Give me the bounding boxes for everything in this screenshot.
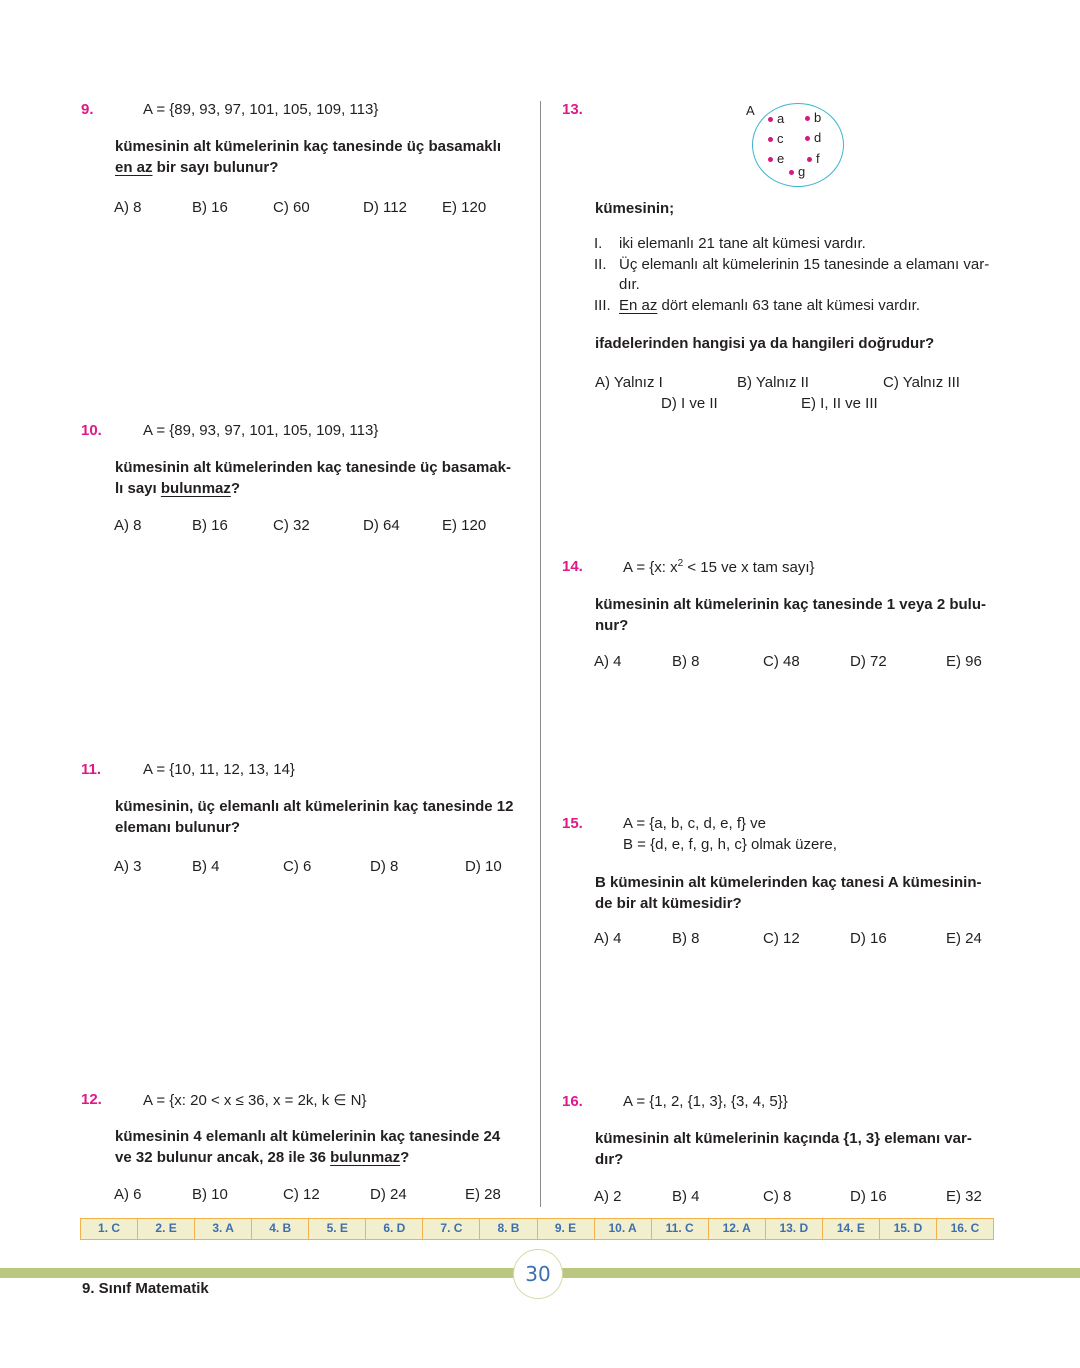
option-d[interactable]: D) 64 <box>363 517 400 534</box>
option-c[interactable]: C) 6 <box>283 858 312 875</box>
answer-key-item: 9. E <box>538 1219 595 1239</box>
option-e[interactable]: E) 32 <box>946 1188 982 1205</box>
option-d[interactable]: D) 112 <box>363 199 407 216</box>
option-c[interactable]: C) 32 <box>273 517 310 534</box>
option-e[interactable]: D) 10 <box>465 858 502 875</box>
answer-key-item: 13. D <box>766 1219 823 1239</box>
question-15 <box>562 815 1012 955</box>
venn-element-g: g <box>789 164 805 179</box>
set-definition: A = {89, 93, 97, 101, 105, 109, 113} <box>143 101 379 118</box>
option-e[interactable]: E) 96 <box>946 653 982 670</box>
option-b[interactable]: B) 8 <box>672 930 700 947</box>
option-c[interactable]: C) 8 <box>763 1188 792 1205</box>
underlined-text: bulunmaz <box>330 1149 401 1166</box>
underlined-text: En az <box>619 296 658 314</box>
question-text: B kümesinin alt kümelerinden kaç tanesi A kümesinin- de bir alt kümesidir? <box>595 874 982 912</box>
option-d[interactable]: D) I ve II <box>661 395 718 412</box>
question-number: 9. <box>81 101 94 118</box>
question-13-intro: kümesinin; <box>595 200 675 217</box>
question-12 <box>81 1091 531 1211</box>
option-c[interactable]: C) 48 <box>763 653 800 670</box>
statement-2: II. Üç elemanlı alt kümelerinin 15 tanesinde a elamanı var-dır. <box>594 255 990 293</box>
option-b[interactable]: B) 10 <box>192 1186 228 1203</box>
dot-icon <box>768 157 773 162</box>
question-text: kümesinin 4 elemanlı alt kümelerinin kaç tanesinde 24 ve 32 bulunur ancak, 28 ile 36 bulunmaz? <box>115 1128 501 1166</box>
statement-1: I. iki elemanlı 21 tane alt kümesi vardır. <box>594 235 866 252</box>
answer-key-item: 3. A <box>195 1219 252 1239</box>
question-9 <box>81 101 531 221</box>
option-a[interactable]: A) 8 <box>114 199 142 216</box>
venn-element-e: e <box>768 151 784 166</box>
venn-element-c: c <box>768 131 784 146</box>
question-text: kümesinin alt kümelerinin kaç tanesinde 1 veya 2 bulu- nur? <box>595 596 986 634</box>
underlined-text: bulunmaz <box>160 480 231 497</box>
question-text: kümesinin alt kümelerinin kaçında {1, 3} elemanı var- dır? <box>595 1130 972 1168</box>
answer-key-item: 7. C <box>423 1219 480 1239</box>
book-title: 9. Sınıf Matematik <box>82 1280 209 1297</box>
question-text: kümesinin, üç elemanlı alt kümelerinin kaç tanesinde 12 elemanı bulunur? <box>115 798 514 836</box>
question-13-options <box>595 374 1015 418</box>
option-a[interactable]: A) 6 <box>114 1186 142 1203</box>
answer-key-item: 15. D <box>880 1219 937 1239</box>
venn-element-b: b <box>805 110 821 125</box>
option-b[interactable]: B) 4 <box>672 1188 700 1205</box>
option-e[interactable]: E) 24 <box>946 930 982 947</box>
option-a[interactable]: A) 3 <box>114 858 142 875</box>
option-c[interactable]: C) 12 <box>763 930 800 947</box>
option-d[interactable]: D) 72 <box>850 653 887 670</box>
option-a[interactable]: A) 2 <box>594 1188 622 1205</box>
option-d[interactable]: D) 24 <box>370 1186 407 1203</box>
option-a[interactable]: A) 4 <box>594 653 622 670</box>
set-definition: A = {x: 20 < x ≤ 36, x = 2k, k ∈ N} <box>143 1092 367 1109</box>
answer-key-item: 16. C <box>950 1221 980 1235</box>
option-a[interactable]: A) 8 <box>114 517 142 534</box>
question-text: kümesinin alt kümelerinden kaç tanesinde üç basamak- lı sayı bulunmaz? <box>115 459 511 497</box>
option-c[interactable]: C) 60 <box>273 199 310 216</box>
question-13-text: ifadelerinden hangisi ya da hangileri doğrudur? <box>595 335 935 352</box>
option-d[interactable]: D) 16 <box>850 930 887 947</box>
answer-key-item: 2. E <box>138 1219 195 1239</box>
answer-key-item: 8. B <box>480 1219 537 1239</box>
question-number: 11. <box>81 761 102 778</box>
answer-key-item: 5. E <box>309 1219 366 1239</box>
underlined-text: en az <box>115 159 153 176</box>
venn-element-a: a <box>768 111 784 126</box>
dot-icon <box>805 136 810 141</box>
statement-list <box>594 234 1004 316</box>
option-c[interactable]: C) Yalnız III <box>883 374 960 391</box>
set-definition-a: A = {a, b, c, d, e, f} ve <box>623 815 767 832</box>
dot-icon <box>807 157 812 162</box>
question-number: 10. <box>81 422 102 439</box>
question-16 <box>562 1093 1012 1213</box>
option-b[interactable]: B) 8 <box>672 653 700 670</box>
dot-icon <box>789 170 794 175</box>
option-e[interactable]: E) 120 <box>442 199 487 216</box>
question-text: kümesinin alt kümelerinin kaç tanesinde üç basamaklı en az bir sayı bulunur? <box>115 138 501 176</box>
venn-element-d: d <box>805 130 821 145</box>
option-a[interactable]: A) Yalnız I <box>595 374 663 391</box>
column-divider <box>540 101 541 1207</box>
venn-set-label: A <box>746 103 755 118</box>
venn-element-f: f <box>807 151 820 166</box>
option-d[interactable]: D) 16 <box>850 1188 887 1205</box>
answer-key-item: 12. A <box>709 1219 766 1239</box>
dot-icon <box>768 137 773 142</box>
set-definition: A = {89, 93, 97, 101, 105, 109, 113} <box>143 422 379 439</box>
question-10 <box>81 422 531 542</box>
question-number: 16. <box>562 1093 583 1110</box>
option-b[interactable]: B) 4 <box>192 858 220 875</box>
question-number: 12. <box>81 1091 102 1108</box>
dot-icon <box>805 116 810 121</box>
option-d[interactable]: D) 8 <box>370 858 399 875</box>
option-c[interactable]: C) 12 <box>283 1186 320 1203</box>
set-definition-b: B = {d, e, f, g, h, c} olmak üzere, <box>623 836 837 853</box>
option-e[interactable]: E) I, II ve III <box>801 395 878 412</box>
answer-key-item: 4. B <box>252 1219 309 1239</box>
question-number: 13. <box>562 101 583 118</box>
answer-key-bar <box>80 1218 994 1240</box>
page-number: 30 <box>525 1262 551 1286</box>
answer-key-item: 10. A <box>595 1219 652 1239</box>
answer-key-item: 6. D <box>366 1219 423 1239</box>
option-b[interactable]: B) 16 <box>192 517 228 534</box>
option-b[interactable]: B) 16 <box>192 199 228 216</box>
question-11 <box>81 761 531 881</box>
question-number: 14. <box>562 558 583 575</box>
venn-diagram <box>744 101 849 189</box>
answer-key-item: 1. C <box>81 1219 138 1239</box>
option-e[interactable]: E) 120 <box>442 517 487 534</box>
page-number-badge <box>513 1249 563 1299</box>
option-a[interactable]: A) 4 <box>594 930 622 947</box>
set-definition: A = {1, 2, {1, 3}, {3, 4, 5}} <box>623 1093 788 1110</box>
option-e[interactable]: E) 28 <box>465 1186 501 1203</box>
set-definition: A = {x: $x^2 < 15$ ve x tam sayı} <box>623 558 815 576</box>
dot-icon <box>768 117 773 122</box>
set-definition: A = {10, 11, 12, 13, 14} <box>143 761 295 778</box>
question-number: 15. <box>562 815 583 832</box>
answer-key-item: 11. C <box>652 1219 709 1239</box>
answer-key-item: 14. E <box>823 1219 880 1239</box>
option-b[interactable]: B) Yalnız II <box>737 374 809 391</box>
question-14 <box>562 558 1012 678</box>
statement-3: III. En az dört elemanlı 63 tane alt kümesi vardır. <box>594 296 920 314</box>
